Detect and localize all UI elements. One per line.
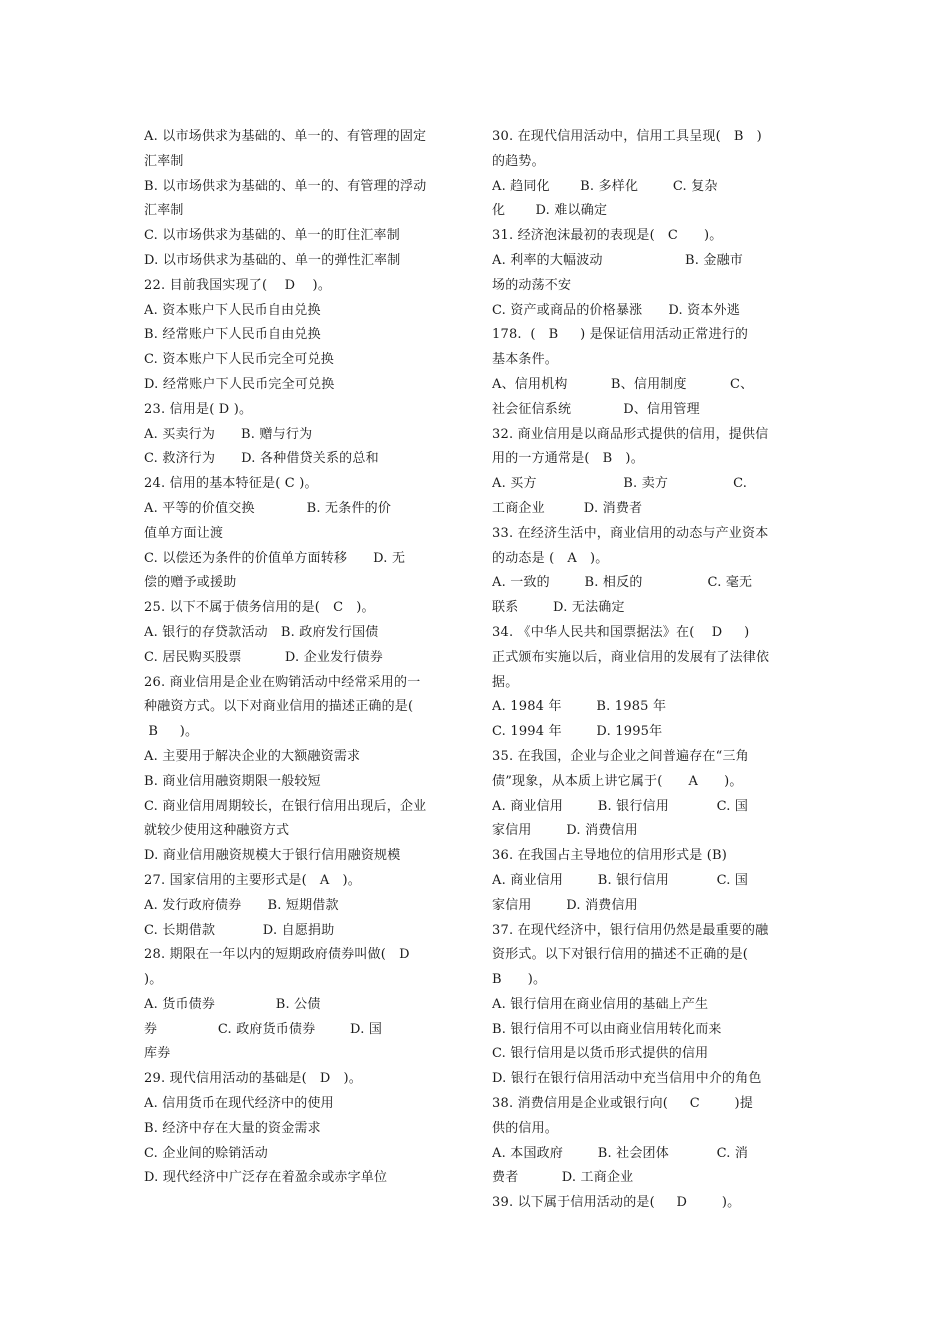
text-line: 场的动荡不安 — [492, 277, 572, 293]
text-line: 178. ( B ) 是保证信用活动正常进行的 — [492, 327, 749, 343]
text-line: D. 商业信用融资规模大于银行信用融资规模 — [144, 848, 401, 864]
text-line: C. 长期借款 D. 自愿捐助 — [144, 922, 335, 938]
text-line: 23. 信用是( D )。 — [144, 401, 253, 417]
text-line: 25. 以下不属于债务信用的是( C )。 — [144, 600, 375, 616]
text-line: 债”现象，从本质上讲它属于( A )。 — [492, 773, 743, 789]
text-line: 偿的赠予或援助 — [144, 575, 237, 591]
text-line: 36. 在我国占主导地位的信用形式是 (B) — [492, 848, 728, 864]
text-line: A. 货币债券 B. 公债 — [144, 996, 321, 1012]
text-line: C. 以市场供求为基础的、单一的盯住汇率制 — [144, 228, 400, 244]
text-line: B. 经常账户下人民币自由兑换 — [144, 327, 321, 343]
text-line: 28. 期限在一年以内的短期政府债券叫做( D — [144, 947, 410, 963]
text-line: A. 银行的存贷款活动 B. 政府发行国债 — [144, 624, 379, 640]
text-line: 券 C. 政府货币债券 D. 国 — [144, 1021, 383, 1037]
text-line: 基本条件。 — [492, 352, 559, 368]
text-line: 26. 商业信用是企业在购销活动中经常采用的一 — [144, 674, 421, 690]
text-line: A. 买方 B. 卖方 C. — [492, 476, 748, 492]
text-line: 供的信用。 — [492, 1120, 559, 1136]
text-line: 24. 信用的基本特征是( C )。 — [144, 476, 318, 492]
text-line: A、信用机构 B、信用制度 C、 — [492, 376, 754, 392]
text-line: D. 银行在银行信用活动中充当信用中介的角色 — [492, 1071, 762, 1087]
text-line: C. 1994 年 D. 1995年 — [492, 724, 663, 740]
text-line: 32. 商业信用是以商品形式提供的信用，提供信 — [492, 426, 769, 442]
text-line: 37. 在现代经济中，银行信用仍然是最重要的融 — [492, 922, 769, 938]
text-line: 22. 目前我国实现了( D )。 — [144, 277, 332, 293]
text-line: 汇率制 — [144, 153, 184, 169]
text-line: 社会征信系统 D、信用管理 — [492, 401, 700, 417]
text-line: 费者 D. 工商企业 — [492, 1170, 634, 1186]
text-line: A. 发行政府债券 B. 短期借款 — [144, 897, 339, 913]
text-line: 联系 D. 无法确定 — [492, 600, 625, 616]
text-line: A. 以市场供求为基础的、单一的、有管理的固定 — [144, 129, 427, 144]
text-line: B. 经济中存在大量的资金需求 — [144, 1120, 321, 1136]
text-line: A. 一致的 B. 相反的 C. 毫无 — [492, 575, 753, 591]
text-line: 正式颁布实施以后，商业信用的发展有了法律依 — [492, 649, 770, 665]
text-line: C. 企业间的赊销活动 — [144, 1145, 268, 1161]
text-line: D. 现代经济中广泛存在着盈余或赤字单位 — [144, 1170, 388, 1186]
text-line: 工商企业 D. 消费者 — [492, 500, 643, 516]
text-line: 据。 — [492, 674, 519, 690]
text-line: 值单方面让渡 — [144, 525, 224, 541]
text-line: 化 D. 难以确定 — [492, 203, 608, 219]
text-line: 33. 在经济生活中，商业信用的动态与产业资本 — [492, 525, 769, 541]
text-line: A. 平等的价值交换 B. 无条件的价 — [144, 500, 392, 516]
text-line: 就较少使用这种融资方式 — [144, 823, 290, 839]
text-line: 家信用 D. 消费信用 — [492, 823, 638, 839]
text-line: C. 救济行为 D. 各种借贷关系的总和 — [144, 451, 379, 467]
text-line: A. 利率的大幅波动 B. 金融市 — [492, 252, 743, 268]
text-line: 的动态是 ( A )。 — [492, 550, 609, 566]
text-line: B. 商业信用融资期限一般较短 — [144, 773, 321, 789]
text-line: A. 主要用于解决企业的大额融资需求 — [144, 748, 361, 764]
text-line: 35. 在我国，企业与企业之间普遍存在“三角 — [492, 748, 749, 764]
text-line: 39. 以下属于信用活动的是( D )。 — [492, 1195, 741, 1211]
text-line: C. 居民购买股票 D. 企业发行债券 — [144, 649, 383, 665]
text-line: 的趋势。 — [492, 153, 545, 169]
text-line: 30. 在现代信用活动中，信用工具呈现( B ) — [492, 129, 762, 144]
text-line: 种融资方式。以下对商业信用的描述正确的是( — [144, 699, 414, 715]
text-line: 27. 国家信用的主要形式是( A )。 — [144, 872, 361, 888]
text-line: A. 商业信用 B. 银行信用 C. 国 — [492, 872, 749, 888]
text-line: D. 经常账户下人民币完全可兑换 — [144, 376, 335, 392]
text-line: )。 — [144, 972, 163, 988]
text-line: A. 买卖行为 B. 赠与行为 — [144, 426, 313, 442]
text-line: B. 银行信用不可以由商业信用转化而来 — [492, 1021, 722, 1037]
text-line: 汇率制 — [144, 203, 184, 219]
right-text-column — [492, 125, 804, 1216]
text-line: A. 信用货币在现代经济中的使用 — [144, 1096, 334, 1112]
text-line: C. 以偿还为条件的价值单方面转移 D. 无 — [144, 550, 406, 566]
text-line: 用的一方通常是( B )。 — [492, 451, 644, 467]
text-line: 31. 经济泡沫最初的表现是( C )。 — [492, 228, 723, 244]
text-line: A. 商业信用 B. 银行信用 C. 国 — [492, 798, 749, 814]
text-line: 29. 现代信用活动的基础是( D )。 — [144, 1071, 362, 1087]
text-line: A. 资本账户下人民币自由兑换 — [144, 302, 321, 318]
text-line: A. 1984 年 B. 1985 年 — [492, 699, 667, 715]
text-line: C. 商业信用周期较长，在银行信用出现后，企业 — [144, 798, 427, 814]
text-line: B. 以市场供求为基础的、单一的、有管理的浮动 — [144, 178, 427, 194]
text-line: D. 以市场供求为基础的、单一的弹性汇率制 — [144, 252, 401, 268]
text-line: 家信用 D. 消费信用 — [492, 897, 638, 913]
text-line: 34. 《中华人民共和国票据法》在( D ) — [492, 624, 750, 640]
text-line: C. 资本账户下人民币完全可兑换 — [144, 352, 334, 368]
text-line: A. 本国政府 B. 社会团体 C. 消 — [492, 1145, 749, 1161]
text-line: 38. 消费信用是企业或银行向( C )提 — [492, 1096, 754, 1112]
text-line: C. 银行信用是以货币形式提供的信用 — [492, 1046, 709, 1062]
text-line: A. 趋同化 B. 多样化 C. 复杂 — [492, 178, 718, 194]
text-line: 库券 — [144, 1046, 171, 1062]
text-line: C. 资产或商品的价格暴涨 D. 资本外逃 — [492, 302, 740, 318]
left-text-column — [144, 125, 456, 1191]
text-line: B )。 — [492, 972, 547, 988]
text-line: B )。 — [144, 724, 199, 740]
text-line: 资形式。以下对银行信用的描述不正确的是( — [492, 947, 749, 963]
text-line: A. 银行信用在商业信用的基础上产生 — [492, 996, 709, 1012]
